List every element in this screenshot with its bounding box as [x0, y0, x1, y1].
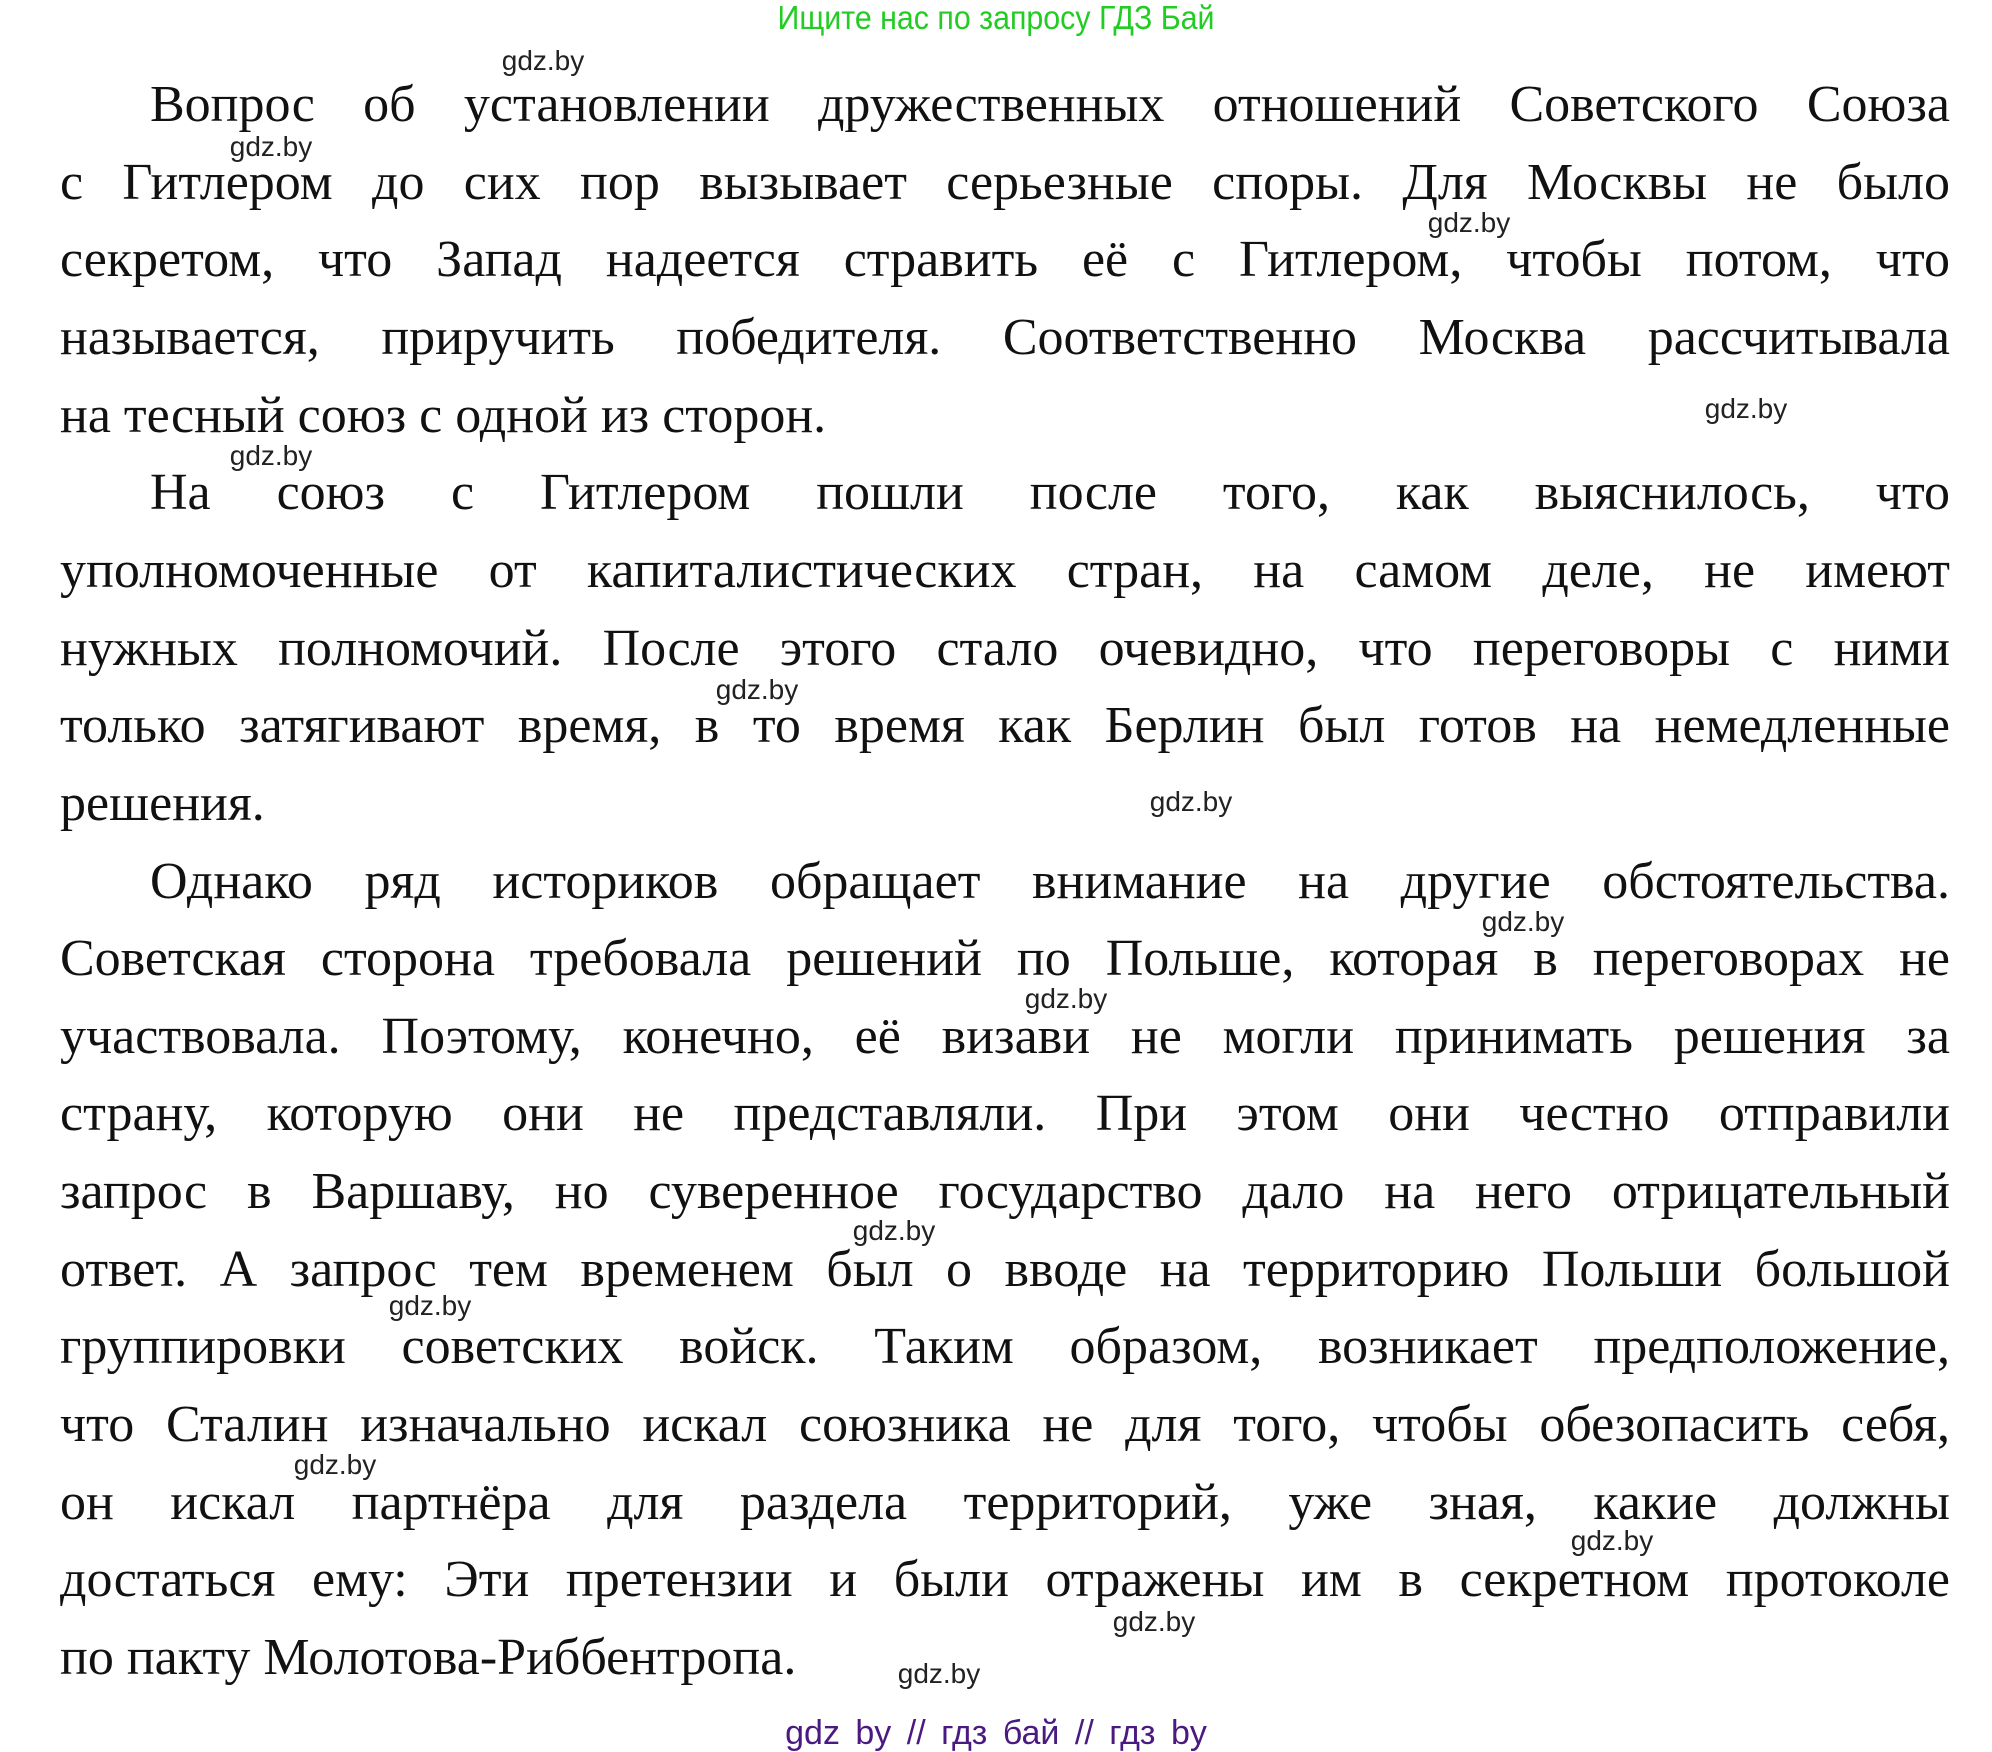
watermark-text: gdz.by — [229, 440, 313, 471]
watermark-text: gdz.by — [293, 1449, 377, 1480]
search-banner: Ищите нас по запросу ГДЗ Бай — [777, 0, 1215, 36]
paragraph-1-line: на тесный союз с одной из сторон. — [60, 386, 827, 444]
paragraph-2-line: решения. — [60, 774, 265, 832]
paragraph-3-line: участвовала. Поэтому, конечно, её визави не могли принимать решения за — [60, 1007, 1950, 1065]
paragraph-3-line: группировки советских войск. Таким образом, возникает предположение, — [60, 1318, 1950, 1376]
paragraph-3-line: запрос в Варшаву, но суверенное государство дало на него отрицательный — [60, 1163, 1950, 1221]
watermark-text: gdz.by — [501, 45, 585, 76]
paragraph-3-line: по пакту Молотова-Риббентропа. — [60, 1629, 797, 1686]
watermark-text: gdz.by — [897, 1658, 981, 1689]
watermark-text: gdz.by — [1427, 207, 1511, 238]
watermark-text: gdz.by — [1570, 1525, 1654, 1556]
paragraph-2-line: нужных полномочий. После этого стало очевидно, что переговоры с ними — [60, 619, 1950, 677]
paragraph-1-line: Вопрос об установлении дружественных отношений Советского Союза — [150, 76, 1950, 133]
paragraph-2-line: уполномоченные от капиталистических стран, на самом деле, не имеют — [60, 541, 1950, 599]
paragraph-1-line: называется, приручить победителя. Соответственно Москва рассчитывала — [60, 308, 1950, 366]
paragraph-3-line: он искал партнёра для раздела территорий, уже зная, какие должны — [60, 1473, 1950, 1531]
watermark-text: gdz.by — [229, 131, 313, 162]
watermark-text: gdz.by — [388, 1290, 472, 1321]
watermark-text: gdz.by — [852, 1215, 936, 1246]
paragraph-3-line: ответ. А запрос тем временем был о вводе на территорию Польши большой — [60, 1240, 1950, 1298]
paragraph-3-line: страну, которую они не представляли. При этом они честно отправили — [60, 1085, 1950, 1143]
watermark-text: gdz.by — [1024, 983, 1108, 1014]
paragraph-3-line: Советская сторона требовала решений по Польше, которая в переговорах не — [60, 930, 1950, 988]
paragraph-3-line: достаться ему: Эти претензии и были отражены им в секретном протоколе — [60, 1551, 1950, 1609]
paragraph-3-line: Однако ряд историков обращает внимание на другие обстоятельства. — [150, 852, 1950, 910]
watermark-text: gdz.by — [1112, 1606, 1196, 1637]
paragraph-2-line: На союз с Гитлером пошли после того, как выяснилось, что — [150, 464, 1950, 522]
paragraph-1-line: с Гитлером до сих пор вызывает серьезные споры. Для Москвы не было — [60, 153, 1950, 211]
watermark-text: gdz.by — [1149, 786, 1233, 817]
footer-links: gdz by // гдз бай // гдз by — [785, 1714, 1207, 1752]
paragraph-1-line: секретом, что Запад надеется стравить её с Гитлером, чтобы потом, что — [60, 231, 1950, 289]
paragraph-2-line: только затягивают время, в то время как Берлин был готов на немедленные — [60, 697, 1950, 755]
watermark-text: gdz.by — [715, 674, 799, 705]
watermark-text: gdz.by — [1704, 393, 1788, 424]
watermark-text: gdz.by — [1481, 906, 1565, 937]
paragraph-3-line: что Сталин изначально искал союзника не для того, чтобы обезопасить себя, — [60, 1396, 1950, 1454]
